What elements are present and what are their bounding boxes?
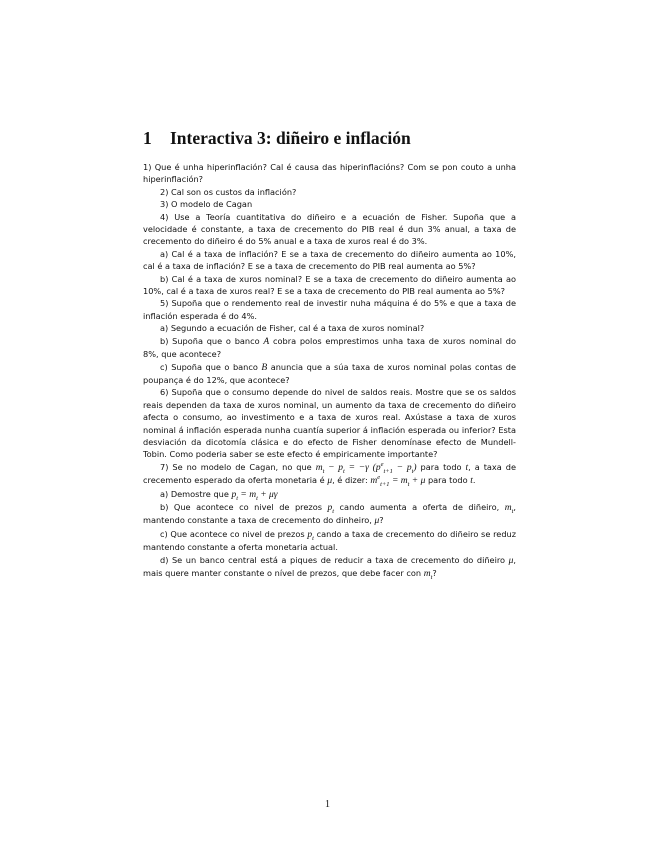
math-var: μ bbox=[374, 516, 380, 527]
text-run: , mantendo constante a taxa de crecemento do dinheiro, bbox=[143, 501, 516, 526]
question-5: 5) Supoña que o rendemento real de investir nuha máquina é do 5% e que a taxa de inflación esperada é do 4%. bbox=[143, 298, 516, 321]
question-6: 6) Supoña que o consumo depende do nivel de saldos reais. Mostre que se os saldos reais dependen da taxa de xuros nominal, un aumento da taxa de crecemento do diñeiro afecta o consumo, ao investimento e a taxa de xuros real. Axústase a taxa de xuros nominal á inflación esperada nunha cuantía superior á inflación esperada ou inferior? Esta desviación da dicotomía clásica e do efecto de Fisher denomínase efecto de Mundell-Tobin. Como poderia saber se este efecto é empiricamente importante? bbox=[143, 387, 516, 460]
text-run: cando a taxa de crecemento do diñeiro se reduz mantendo constante a oferta monetaria actual. bbox=[143, 528, 516, 553]
math-var: B bbox=[261, 362, 268, 373]
question-3: 3) O modelo de Cagan bbox=[160, 199, 253, 210]
math-var: $m_t$ bbox=[504, 502, 514, 515]
math-var: μ bbox=[508, 555, 514, 566]
text-run: 7) Se no modelo de Cagan, no que bbox=[160, 461, 316, 472]
math-var: t bbox=[465, 462, 469, 473]
question-5b bbox=[143, 335, 516, 361]
text-run: anuncia que a súa taxa de xuros nominal polas contas de poupança é do 12%, que acontece? bbox=[143, 361, 516, 385]
text-run: cobra polos emprestimos unha taxa de xuros nominal do 8%, que acontece? bbox=[143, 335, 516, 360]
question-7a bbox=[143, 488, 516, 501]
text-run: b) Supoña que o banco bbox=[160, 335, 264, 346]
question-7c bbox=[143, 528, 516, 554]
question-7 bbox=[143, 461, 516, 488]
math-var: $m_t$ bbox=[423, 569, 433, 581]
text-run: , é dizer: bbox=[332, 475, 371, 486]
price-equation: $p_t = m_t + \mu\gamma$ bbox=[231, 489, 278, 502]
question-4a: a) Cal é a taxa de inflación? E se a taxa de crecemento do diñeiro aumenta ao 10%, cal é a taxa de inflación? E se a taxa de crecemento do PIB real aumenta ao 5%? bbox=[143, 248, 516, 272]
math-var: A bbox=[263, 336, 270, 347]
text-run: d) Se un banco central está a piques de reducir a taxa de crecemento do diñeiro bbox=[160, 554, 509, 565]
section-title: Interactiva 3: diñeiro e inflación bbox=[170, 128, 411, 148]
math-var: $p_t$ bbox=[327, 502, 335, 515]
text-run: , a taxa de crecemento esperado da oferta monetaria é bbox=[143, 461, 516, 486]
text-run: para todo bbox=[416, 461, 466, 472]
text-run: para todo bbox=[425, 475, 471, 486]
question-4: 4) Use a Teoría cuantitativa do diñeiro e a ecuación de Fisher. Supoña que a velocidade é constante, a taxa de crecemento do PIB real é dun 3% anual, a taxa de crecemento do diñeiro é do 5% anual e a taxa de xuros real é do 3%. bbox=[143, 211, 516, 247]
question-7d bbox=[143, 554, 516, 581]
text-run: c) Supoña que o banco bbox=[160, 361, 262, 372]
text-run: , mais quere manter constante o nível de prezos, que debe facer con bbox=[143, 554, 516, 578]
question-5c bbox=[143, 361, 516, 387]
text-run: c) Que acontece co nivel de prezos bbox=[160, 528, 308, 539]
text-run: ? bbox=[432, 568, 437, 578]
question-2: 2) Cal son os custos da inflación? bbox=[160, 186, 297, 197]
document-body bbox=[143, 128, 516, 580]
text-run: b) Que acontece co nivel de prezos bbox=[160, 501, 328, 512]
text-run: cando aumenta a oferta de diñeiro, bbox=[334, 501, 505, 512]
math-var: t bbox=[470, 476, 473, 487]
cagan-equation: $m_t - p_t = -\gamma$ $(p^e_{t+1} - p_t)$ bbox=[315, 460, 417, 475]
question-1: 1) Que é unha hiperinflación? Cal é causa das hiperinflacións? Com se pon couto a unha hiperinflación? bbox=[143, 162, 516, 185]
text-run: a) Demostre que bbox=[160, 488, 232, 499]
math-var: μ bbox=[327, 476, 333, 487]
question-5a: a) Segundo a ecuación de Fisher, cal é a taxa de xuros nominal? bbox=[160, 323, 425, 334]
question-4b: b) Cal é a taxa de xuros nominal? E se a taxa de crecemento do diñeiro aumenta ao 10%, cal é a taxa de xuros real? E se a taxa de crecemento do PIB real aumenta ao 5%? bbox=[143, 273, 516, 297]
text-run: ? bbox=[379, 515, 384, 526]
expectation-equation: $m^e_{t+1} = m_t + \mu$ bbox=[370, 474, 426, 489]
text-run: . bbox=[472, 475, 476, 486]
page-number: 1 bbox=[325, 799, 330, 810]
section-heading bbox=[143, 128, 516, 149]
exercise-list bbox=[143, 161, 516, 580]
math-var: $p_t$ bbox=[307, 529, 314, 542]
question-7b bbox=[143, 501, 516, 528]
section-number: 1 bbox=[143, 128, 152, 148]
